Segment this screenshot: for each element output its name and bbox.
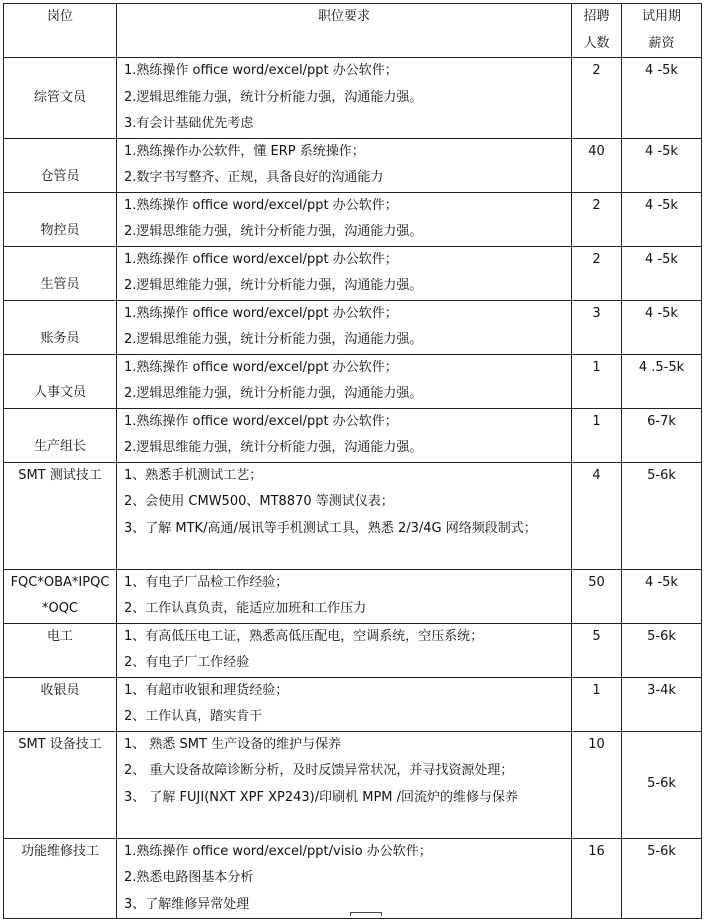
position-cell: 生产组长	[4, 408, 117, 462]
table-row	[4, 138, 702, 192]
requirements-cell	[117, 300, 572, 354]
requirements-cell	[117, 408, 572, 462]
position-cell: FQC*OBA*IPQC*OQC	[4, 569, 117, 623]
table-row	[4, 408, 702, 462]
requirement-line: 2、会使用 CMW500、MT8870 等测试仪表；	[124, 494, 394, 509]
header-salary-line2: 薪资	[648, 35, 675, 51]
requirement-line: 2、工作认真，踏实肯干	[124, 709, 263, 724]
requirement-line: 2、 重大设备故障诊断分析，及时反馈异常状况，并寻找资源处理；	[124, 763, 514, 778]
table-row	[4, 192, 702, 246]
requirements-cell	[117, 838, 572, 919]
table-row	[4, 838, 702, 919]
salary-cell: 6-7k	[622, 408, 702, 462]
table-row	[4, 300, 702, 354]
requirement-line: 1.熟练操作 office word/excel/ppt 办公软件；	[124, 305, 398, 321]
requirement-line: 3.有会计基础优先考虑	[124, 116, 254, 131]
table-row	[4, 677, 702, 731]
header-headcount-line2: 人数	[583, 35, 610, 51]
requirement-line: 2、有电子厂工作经验	[124, 655, 250, 670]
requirements-cell	[117, 58, 572, 139]
salary-cell: 3-4k	[622, 677, 702, 731]
table-row	[4, 354, 702, 408]
position-cell: 电工	[4, 623, 117, 677]
headcount-cell: 50	[572, 569, 622, 623]
salary-cell: 5-6k	[622, 731, 702, 838]
salary-cell: 4 -5k	[622, 58, 702, 139]
salary-cell: 4 -5k	[622, 300, 702, 354]
requirement-line: 2.逻辑思维能力强，统计分析能力强，沟通能力强。	[124, 440, 423, 455]
position-cell: 人事文员	[4, 354, 117, 408]
requirement-line: 2.数字书写整齐、正规，具备良好的沟通能力	[124, 170, 384, 185]
headcount-cell: 1	[572, 408, 622, 462]
requirements-cell	[117, 677, 572, 731]
position-cell: 生管员	[4, 246, 117, 300]
header-requirements: 职位要求	[117, 4, 572, 58]
position-cell: SMT 设备技工	[4, 731, 117, 838]
requirement-line: 3、 了解 FUJI(NXT XPF XP243)/印刷机 MPM /回流炉的维修与保养	[124, 789, 519, 805]
position-cell: 功能维修技工	[4, 838, 117, 919]
requirement-line: 1.熟练操作 office word/excel/ppt 办公软件；	[124, 359, 398, 375]
requirement-line: 1.熟练操作 office word/excel/ppt 办公软件；	[124, 413, 398, 429]
salary-cell: 5-6k	[622, 623, 702, 677]
requirements-cell	[117, 192, 572, 246]
requirement-line: 1、熟悉手机测试工艺；	[124, 467, 263, 483]
headcount-cell: 3	[572, 300, 622, 354]
requirement-line: 1.熟练操作 office word/excel/ppt/visio 办公软件；	[124, 843, 432, 859]
requirement-line: 1、 熟悉 SMT 生产设备的维护与保养	[124, 736, 342, 752]
headcount-cell: 1	[572, 354, 622, 408]
salary-cell: 4 -5k	[622, 569, 702, 623]
salary-cell: 4 -5k	[622, 138, 702, 192]
requirements-cell	[117, 731, 572, 838]
requirement-line: 1、有超市收银和理货经验；	[124, 682, 289, 698]
headcount-cell: 2	[572, 58, 622, 139]
table-row	[4, 623, 702, 677]
header-position: 岗位	[4, 4, 117, 58]
header-headcount-line1: 招聘	[583, 9, 610, 24]
requirements-cell	[117, 138, 572, 192]
headcount-cell: 1	[572, 677, 622, 731]
page-edge-marker	[350, 912, 382, 916]
requirement-line: 1、有高低压电工证，熟悉高低压配电，空调系统，空压系统；	[124, 628, 484, 644]
requirements-cell	[117, 569, 572, 623]
headcount-cell: 40	[572, 138, 622, 192]
requirement-line: 1.熟练操作 office word/excel/ppt 办公软件；	[124, 63, 398, 78]
requirement-line: 2.逻辑思维能力强，统计分析能力强，沟通能力强。	[124, 332, 423, 347]
header-salary	[622, 4, 702, 58]
position-cell: 账务员	[4, 300, 117, 354]
salary-cell: 5-6k	[622, 838, 702, 919]
headcount-cell: 5	[572, 623, 622, 677]
position-cell: 综管文员	[4, 58, 117, 139]
requirement-line: 1、有电子厂品检工作经验；	[124, 574, 289, 590]
requirements-cell	[117, 354, 572, 408]
requirements-cell	[117, 462, 572, 569]
requirements-cell	[117, 246, 572, 300]
job-requirements-table	[3, 3, 702, 919]
requirement-line: 2.逻辑思维能力强，统计分析能力强，沟通能力强。	[124, 89, 423, 105]
table-row	[4, 569, 702, 623]
headcount-cell: 4	[572, 462, 622, 569]
table-row	[4, 731, 702, 838]
requirement-line: 1.熟练操作 office word/excel/ppt 办公软件；	[124, 197, 398, 213]
position-cell: 物控员	[4, 192, 117, 246]
salary-cell: 5-6k	[622, 462, 702, 569]
requirement-line: 1.熟练操作办公软件，懂 ERP 系统操作；	[124, 143, 365, 159]
requirement-line: 2、工作认真负责，能适应加班和工作压力	[124, 601, 367, 616]
header-salary-line1: 试用期	[641, 9, 681, 24]
table-row	[4, 58, 702, 139]
headcount-cell: 16	[572, 838, 622, 919]
requirements-cell	[117, 623, 572, 677]
requirement-line: 2.熟悉电路图基本分析	[124, 870, 254, 885]
requirement-line: 2.逻辑思维能力强，统计分析能力强，沟通能力强。	[124, 224, 423, 239]
table-row	[4, 462, 702, 569]
position-cell: 仓管员	[4, 138, 117, 192]
headcount-cell: 2	[572, 192, 622, 246]
salary-cell: 4 -5k	[622, 246, 702, 300]
headcount-cell: 10	[572, 731, 622, 838]
requirement-line: 2.逻辑思维能力强，统计分析能力强，沟通能力强。	[124, 386, 423, 401]
requirement-line: 2.逻辑思维能力强，统计分析能力强，沟通能力强。	[124, 278, 423, 293]
position-cell: SMT 测试技工	[4, 462, 117, 569]
table-row	[4, 246, 702, 300]
salary-cell: 4 .5-5k	[622, 354, 702, 408]
table-header-row	[4, 4, 702, 58]
requirement-line: 1.熟练操作 office word/excel/ppt 办公软件；	[124, 251, 398, 267]
headcount-cell: 2	[572, 246, 622, 300]
header-headcount	[572, 4, 622, 58]
requirement-line: 3、了解维修异常处理	[124, 896, 250, 912]
requirement-line: 3、了解 MTK/高通/展讯等手机测试工具，熟悉 2/3/4G 网络频段制式；	[124, 520, 537, 536]
position-cell: 收银员	[4, 677, 117, 731]
salary-cell: 4 -5k	[622, 192, 702, 246]
